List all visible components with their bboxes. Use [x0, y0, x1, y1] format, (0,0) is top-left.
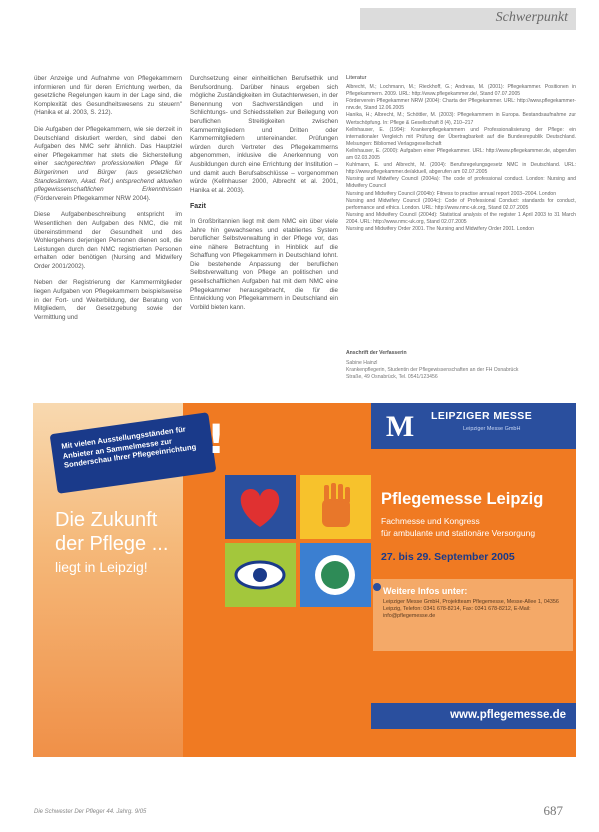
reference-entry: Nursing and Midwifery Order 2001. The Nursing and Midwifery Order 2001. London	[346, 225, 534, 232]
author-line: Straße, 49 Osnabrück, Tel. 0541/123456	[346, 374, 438, 381]
paragraph: über Anzeige und Aufnahme von Pflegekammern informieren und für deren Errichtung werben, da gesetzliche Regelungen kaum in der Lage sind, die Komplexität des Gesundheitswesens zu steuern" (Hanika et al. 2003, S. 212).	[34, 75, 182, 117]
reference-entry: Nursing and Midwifery Council (2004b): Fitness to practise annual report 2003–2004. London	[346, 190, 557, 197]
ad-headline-line: liegt in Leipzig!	[55, 559, 148, 575]
url-bar[interactable]	[371, 703, 576, 729]
reference-list	[346, 75, 576, 233]
reference-entry: Kellnhauser, E. (1994): Krankenpflegekammern und Professionalisierung der Pflege: ein internationaler Vergleich mit Prüfung der Übertragbarkeit auf die Bundesrepublik Deutschland. Melsungen: Bibliomed Verlagsgesellschaft	[346, 126, 576, 147]
advertisement[interactable]	[33, 403, 576, 757]
ad-badge-text: Mit vielen Ausstellungsständen für Anbieter an Sammelmesse zur Sonderschau Ihrer Pflegeeinrichtung	[60, 424, 197, 470]
paragraph: Durchsetzung einer einheitlichen Berufsethik und Berufsordnung. Darüber hinaus ergeben sich mögliche Zuständigkeiten im Gutachterwesen, in der Benennung von Sachverständigen und in Schlichtungs- und Schiedsstellen zur Beilegung von beruflichen Streitigkeiten zwischen Kammermitgliedern und Dritten oder Kammermitgliedern untereinander. Prüfungen würden durch Vertreter des Pflegekammerns abgenommen, inklusive die Anerkennung von Ausbildungen durch eine Errichtung der Institution – und damit auch Berufsabschlüsse – vorgenommen würde (Kellnhauser 2000, Albrecht et al. 2001, Hanika et al. 2003).	[190, 75, 338, 194]
eye-icon	[225, 543, 296, 607]
info-text: Leipziger Messe GmbH, Projektteam Pflegemesse, Messe-Allee 1, 04356 Leipzig, Telefon: 0341 678-8214, Fax: 0341 678-8212, E-Mail: info@pflegemesse.de	[383, 599, 559, 619]
reference-entry: Kuhlmann, E. und Albrecht, M. (2004): Berufsregelungsgesetz NMC in Deutschland. URL: http://www.pflegekammer.de/aktuell, abgerufen am 02.07.2005	[346, 162, 576, 176]
paragraph: Neben der Registrierung der Kammermitglieder liegen Aufgaben von Pflegekammern beispielsweise in der Fort- und Weiterbildung, der Beratung von Mitgliedern, der Gesetzgebung sowie der Vermittlung und	[34, 279, 182, 321]
reference-entry: Kellnhauser, E. (2000): Aufgaben einer Pflegekammer. URL: http://www.pflegekammer.de, abgerufen am 02.03.2005	[346, 147, 576, 162]
section-title: Schwerpunkt	[495, 10, 568, 25]
reference-entry: Hanika, H.; Albrecht, M.; Schöttler, M. (2003): Pflegekammern in Europa. Bestandsaufnahme zur Wertschöpfung. In: Pflege & Gesellschaft 8 (4), 210–217	[346, 112, 576, 126]
fair-subtitle: Fachmesse und Kongress für ambulante und stationäre Versorgung	[381, 516, 536, 538]
ad-headline	[55, 508, 168, 578]
references-heading: Literatur	[346, 75, 367, 81]
svg-text:M: M	[385, 410, 415, 443]
author-line: Krankenpflegerin, Studentin der Pflegewissenschaften an der FH Osnabrück	[346, 367, 519, 374]
ad-headline-line: Die Zukunft	[55, 509, 158, 531]
organizer-name: LEIPZIGER MESSE	[431, 410, 533, 422]
organizer-sub: Leipziger Messe GmbH	[463, 426, 521, 432]
organizer-box	[371, 403, 576, 449]
leipziger-messe-logo-icon	[381, 408, 419, 444]
page-number: 687	[543, 803, 563, 818]
paragraph: In Großbritannien liegt mit dem NMC ein über viele Jahre hin gewachsenes und etabliertes System beruflicher Selbstverwaltung in der Pflege vor, das eine nähere Betrachtung in Hinblick auf die Schaffung von Pflegekammern in Deutschland lohnt. Die bestehende Anpassung der beruflichen Selbstverwaltung von Pflege an politischen und gesellschaftlichen Aufgaben hat mit dem NMC eine Pflegekammer herausgebracht, die für die Entwicklung von Pflegekammern in Deutschland ein Vorbild bieten kann.	[190, 217, 338, 311]
heart-tile	[225, 475, 296, 539]
exclamation-icon: !	[207, 417, 226, 463]
ad-url-link[interactable]: www.pflegemesse.de	[450, 709, 566, 721]
hand-tile	[300, 475, 371, 539]
seal-tile	[300, 543, 371, 607]
reference-entry: Förderverein Pflegekammer NRW (2004): Charta der Pflegekammer. URL: http://www.pflegekammer-nrw.de, Stand 12.06.2005	[346, 98, 576, 112]
text-column-1	[34, 75, 182, 330]
reference-entry: Nursing and Midwifery Council (2004a): The code of professional conduct. London: Nursing and Midwifery Council	[346, 176, 576, 190]
reference-entry: Nursing and Midwifery Council (2004c): Code of Professional Conduct: standards for conduct, performance and ethics. London. URL: http://www.nmc-uk.org, Stand 02.07.2005	[346, 197, 576, 211]
hand-icon	[300, 475, 371, 539]
eye-tile	[225, 543, 296, 607]
section-header	[360, 8, 576, 30]
author-heading: Anschrift der Verfasserin	[346, 350, 407, 356]
author-address	[346, 350, 576, 381]
reference-entry: Nursing and Midwifery Council (2004d): Statistical analysis of the register 1 April 2003 to 31 March 2004. URL: http://www.nmc-uk.org, Stand 02.07.2005	[346, 211, 576, 225]
journal-footer: Die Schwester Der Pfleger 44. Jahrg. 9/05	[34, 809, 147, 815]
info-title: Weitere Infos unter:	[383, 586, 468, 596]
fair-date: 27. bis 29. September 2005	[381, 551, 515, 563]
reference-entry: Albrecht, M.; Lochmann, M.; Rieckhoff, G.; Andreas, M. (2001): Pflegekammer. Positionen in Pflegekammern. 2009. URL: http://www.pflegekammer.de/, Stand 07.07.2005	[346, 84, 576, 98]
heart-icon	[225, 475, 296, 539]
ad-headline-line: der Pflege ...	[55, 533, 169, 555]
text-column-2	[190, 75, 338, 320]
fair-graphic	[225, 475, 371, 607]
fair-title: Pflegemesse Leipzig	[381, 490, 544, 508]
paragraph: Diese Aufgabenbeschreibung entspricht im Wesentlichen den Aufgaben des NMC, die mit übereinstimmend der Gesundheit und des Wohlergehens derjenigen Personen dienen soll, die Leistungen durch den NMC registrierten Personen erhalten oder benötigen (Nursing and Midwifery Order 2001/2002).	[34, 211, 182, 270]
author-name: Sabine Hainzl	[346, 360, 378, 367]
bullet-icon	[373, 583, 381, 591]
seal-icon	[300, 543, 371, 607]
section-heading: Fazit	[190, 203, 206, 211]
paragraph: Die Aufgaben der Pflegekammern, wie sie derzeit in Deutschland diskutiert werden, sind dabei den Aufgaben des NMC sehr ähnlich. Das Hauptziel einer Pflegekammer hat stets die Sicherstellung einer sachgerechten professionellen Pflege für Bürgerinnen und Bürger (aus gesetzlichen Standesämtern, Akad. Ref.) entsprechend aktuellen pflegewissenschaftlichen Erkenntnissen (Förderverein Pflegekammer NRW 2004).	[34, 125, 182, 202]
